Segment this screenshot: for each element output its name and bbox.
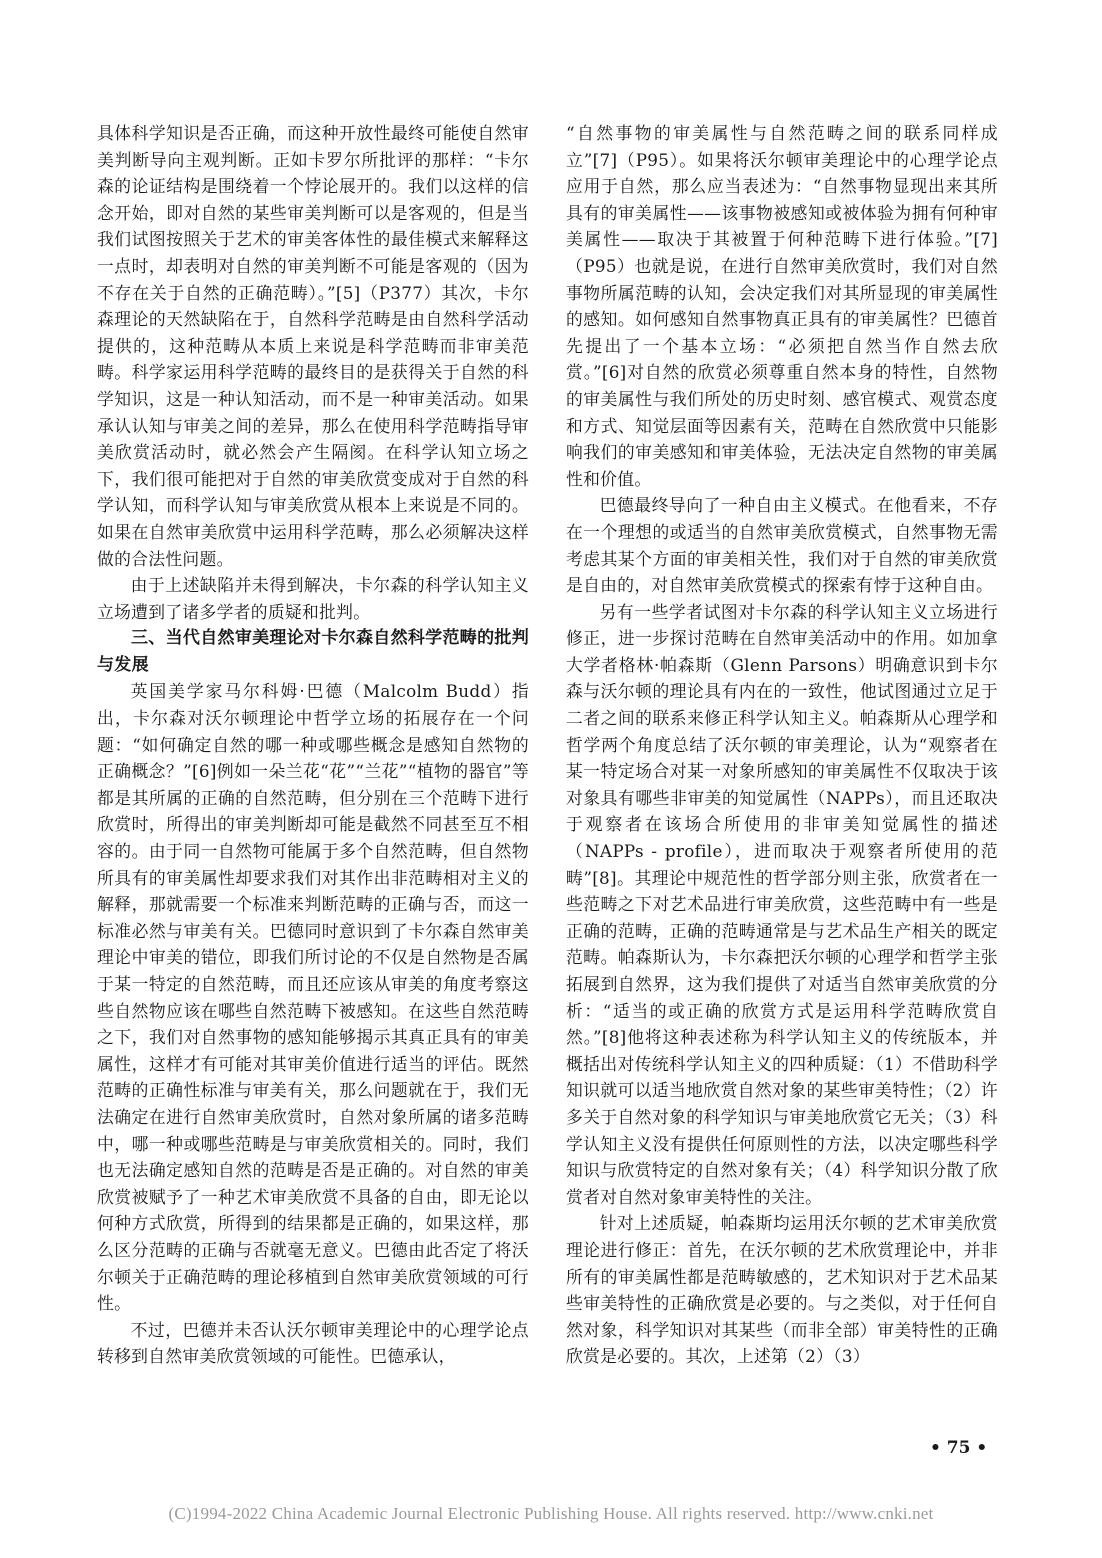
left-paragraph-1: 具体科学知识是否正确，而这种开放性最终可能使自然审美判断导向主观判断。正如卡罗尔所批评的那样：“卡尔森的论证结构是围绕着一个悖论展开的。我们以这样的信念开始，即对自然的某些审美判断可以是客观的，但是当我们试图按照关于艺术的审美客体性的最佳模式来解释这一点时，却表明对自然的审美判断不可能是客观的（因为不存在关于自然的正确范畴）。”[5]（P377）其次，卡尔森理论的天然缺陷在于，自然科学范畴是由自然科学活动提供的，这种范畴从本质上来说是科学范畴而非审美范畴。科学家运用科学范畴的最终目的是获得关于自然的科学知识，这是一种认知活动，而不是一种审美活动。如果承认认知与审美之间的差异，那么在使用科学范畴指导审美欣赏活动时，就必然会产生隔阂。在科学认知立场之下，我们很可能把对于自然的审美欣赏变成对于自然的科学认知，而科学认知与审美欣赏从根本上来说是不同的。如果在自然审美欣赏中运用科学范畴，那么必须解决这样做的合法性问题。 bbox=[97, 123, 529, 569]
copyright-footer: (C)1994-2022 China Academic Journal Electronic Publishing House. All rights reserved. http://www.cnki.net bbox=[168, 1504, 934, 1523]
right-column bbox=[566, 120, 998, 1370]
right-paragraph-4: 针对上述质疑，帕森斯均运用沃尔顿的艺术审美欣赏理论进行修正：首先，在沃尔顿的艺术欣赏理论中，并非所有的审美属性都是范畴敏感的，艺术知识对于艺术品某些审美特性的正确欣赏是必要的。与之类似，对于任何自然对象，科学知识对其某些（而非全部）审美特性的正确欣赏是必要的。其次，上述第（2）（3） bbox=[566, 1213, 998, 1367]
left-paragraph-3: 英国美学家马尔科姆·巴德（Malcolm Budd）指出，卡尔森对沃尔顿理论中哲学立场的拓展存在一个问题：“如何确定自然的哪一种或哪些概念是感知自然物的正确概念？”[6]例如一朵兰花“花”“兰花”“植物的器官”等都是其所属的正确的自然范畴，但分别在三个范畴下进行欣赏时，所得出的审美判断却可能是截然不同甚至互不相容的。由于同一自然物可能属于多个自然范畴，但自然物所具有的审美属性却要求我们对其作出非范畴相对主义的解释，那就需要一个标准来判断范畴的正确与否，而这一标准必然与审美有关。巴德同时意识到了卡尔森自然审美理论中审美的错位，即我们所讨论的不仅是自然物是否属于某一特定的自然范畴，而且还应该从审美的角度考察这些自然物应该在哪些自然范畴下被感知。在这些自然范畴之下，我们对自然事物的感知能够揭示其真正具有的审美属性，这样才有可能对其审美价值进行适当的评估。既然范畴的正确性标准与审美有关，那么问题就在于，我们无法确定在进行自然审美欣赏时，自然对象所属的诸多范畴中，哪一种或哪些范畴是与审美欣赏相关的。同时，我们也无法确定感知自然的范畴是否是正确的。对自然的审美欣赏被赋予了一种艺术审美欣赏不具备的自由，即无论以何种方式欣赏，所得到的结果都是正确的，如果这样，那么区分范畴的正确与否就毫无意义。巴德由此否定了将沃尔顿关于正确范畴的理论移植到自然审美欣赏领域的可行性。 bbox=[97, 681, 529, 1314]
left-paragraph-2: 由于上述缺陷并未得到解决，卡尔森的科学认知主义立场遭到了诸多学者的质疑和批判。 bbox=[97, 575, 529, 622]
page-number: • 75 • bbox=[930, 1438, 988, 1458]
right-paragraph-2: 巴德最终导向了一种自由主义模式。在他看来，不存在一个理想的或适当的自然审美欣赏模式，自然事物无需考虑其某个方面的审美相关性，我们对于自然的审美欣赏是自由的，对自然审美欣赏模式的探索有悖于这种自由。 bbox=[566, 495, 998, 596]
section-heading: 三、当代自然审美理论对卡尔森自然科学范畴的批判与发展 bbox=[97, 628, 529, 675]
left-paragraph-4: 不过，巴德并未否认沃尔顿审美理论中的心理学论点转移到自然审美欣赏领域的可能性。巴德承认， bbox=[97, 1319, 529, 1367]
right-paragraph-1: “自然事物的审美属性与自然范畴之间的联系同样成立”[7]（P95）。如果将沃尔顿审美理论中的心理学论点应用于自然，那么应当表述为：“自然事物显现出来其所具有的审美属性——该事物被感知或被体验为拥有何种审美属性——取决于其被置于何种范畴下进行体验。”[7]（P95）也就是说，在进行自然审美欣赏时，我们对自然事物所属范畴的认知，会决定我们对其所显现的审美属性的感知。如何感知自然事物真正具有的审美属性？巴德首先提出了一个基本立场：“必须把自然当作自然去欣赏。”[6]对自然的欣赏必须尊重自然本身的特性，自然物的审美属性与我们所处的历史时刻、感官模式、观赏态度和方式、知觉层面等因素有关，范畴在自然欣赏中只能影响我们的审美感知和审美体验，无法决定自然物的审美属性和价值。 bbox=[566, 123, 998, 489]
left-column bbox=[97, 120, 529, 1370]
right-paragraph-3: 另有一些学者试图对卡尔森的科学认知主义立场进行修正，进一步探讨范畴在自然审美活动中的作用。如加拿大学者格林·帕森斯（Glenn Parsons）明确意识到卡尔森与沃尔顿的理论具有内在的一致性，他试图通过立足于二者之间的联系来修正科学认知主义。帕森斯从心理学和哲学两个角度总结了沃尔顿的审美理论，认为“观察者在某一特定场合对某一对象所感知的审美属性不仅取决于该对象具有哪些非审美的知觉属性（NAPPs），而且还取决于观察者在该场合所使用的非审美知觉属性的描述（NAPPs - profile），进而取决于观察者所使用的范畴”[8]。其理论中规范性的哲学部分则主张，欣赏者在一些范畴之下对艺术品进行审美欣赏，这些范畴中有一些是正确的范畴，正确的范畴通常是与艺术品生产相关的既定范畴。帕森斯认为，卡尔森把沃尔顿的心理学和哲学主张拓展到自然界，这为我们提供了对适当自然审美欣赏的分析：“适当的或正确的欣赏方式是运用科学范畴欣赏自然。”[8]他将这种表述称为科学认知主义的传统版本，并概括出对传统科学认知主义的四种质疑：（1）不借助科学知识就可以适当地欣赏自然对象的某些审美特性；（2）许多关于自然对象的科学知识与审美地欣赏它无关；（3）科学认知主义没有提供任何原则性的方法，以决定哪些科学知识与欣赏特定的自然对象有关；（4）科学知识分散了欣赏者对自然对象审美特性的关注。 bbox=[566, 601, 998, 1207]
